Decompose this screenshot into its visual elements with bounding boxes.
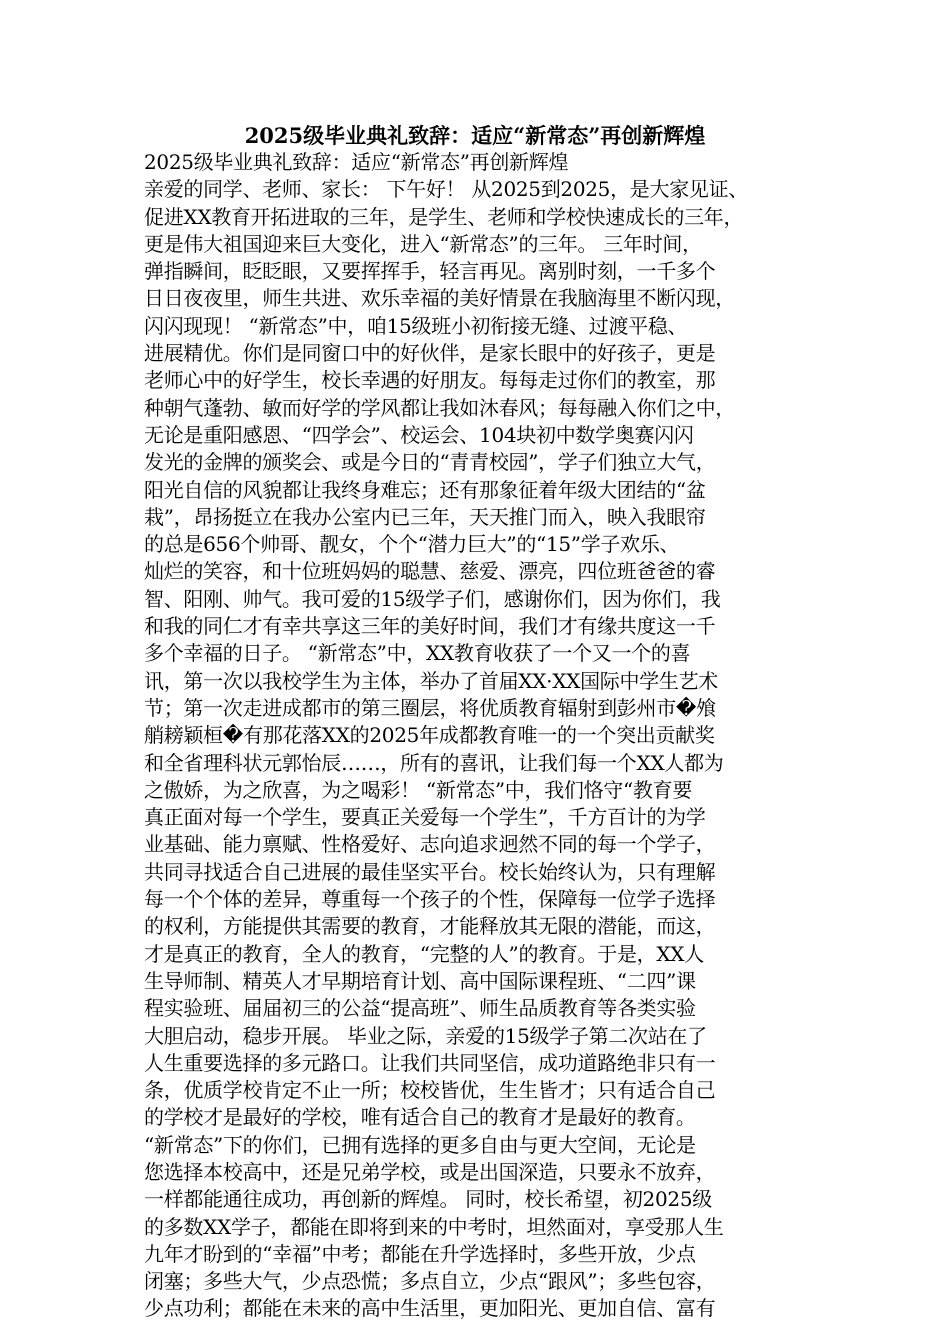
body-text-line: 智、阳刚、帅气。我可爱的15级学子们，感谢你们，因为你们，我 [144,586,721,611]
body-text-line: 的权利，方能提供其需要的教育，才能释放其无限的潜能，而这， [144,914,716,939]
body-text-line: 老师心中的好学生，校长幸遇的好朋友。每每走过你们的教室，那 [144,368,716,393]
body-text-line: 闪闪现现！ “新常态”中，咱15级班小初衔接无缝、过渡平稳、 [144,313,688,338]
body-text-line: 人生重要选择的多元路口。让我们共同坚信，成功道路绝非只有一 [144,1050,716,1075]
body-text-line: 多个幸福的日子。 “新常态”中，XX教育收获了一个又一个的喜 [144,641,691,666]
body-text-line: 阳光自信的风貌都让我终身难忘；还有那象征着年级大团结的“盆 [144,477,706,502]
body-text-line: 才是真正的教育，全人的教育，“完整的人”的教育。于是，XX人 [144,941,704,966]
body-text-line: 业基础、能力禀赋、性格爱好、志向追求迥然不同的每一个学子， [144,832,716,857]
body-text-line: 之傲娇，为之欣喜，为之喝彩！ “新常态”中，我们恪守“教育要 [144,777,693,802]
body-text-line: 九年才盼到的“幸福”中考；都能在升学选择时，多些开放，少点 [144,1241,696,1266]
body-text-line: 种朝气蓬勃、敏而好学的学风都让我如沐春风；每每融入你们之中， [144,395,735,420]
body-text-line: 弹指瞬间，眨眨眼，又要挥挥手，轻言再见。离别时刻，一千多个 [144,259,716,284]
body-text-line: 的总是656个帅哥、靓女，个个“潜力巨大”的“15”学子欢乐、 [144,532,680,557]
body-text-line: “新常态”下的你们，已拥有选择的更多自由与更大空间，无论是 [144,1132,696,1157]
body-text-line: 条，优质学校肯定不止一所；校校皆优，生生皆才；只有适合自己 [144,1078,716,1103]
body-text-line: 闭塞；多些大气，少点恐慌；多点自立，少点“跟风”；多些包容， [144,1269,716,1294]
body-text-line: 和我的同仁才有幸共享这三年的美好时间，我们才有缘共度这一千 [144,614,716,639]
body-text-line: 更是伟大祖国迎来巨大变化，进入“新常态”的三年。 三年时间， [144,231,702,256]
body-text-line: 讯，第一次以我校学生为主体，举办了首届XX·XX国际中学生艺术 [144,668,719,693]
body-text-line: 大胆启动，稳步开展。 毕业之际，亲爱的15级学子第二次站在了 [144,1023,707,1048]
body-text-line: 栽”，昂扬挺立在我办公室内已三年，天天推门而入，映入我眼帘 [144,504,706,529]
body-text-line: 日日夜夜里，师生共进、欢乐幸福的美好情景在我脑海里不断闪现， [144,286,735,311]
body-text-line: 进展精优。你们是同窗口中的好伙伴，是家长眼中的好孩子，更是 [144,341,716,366]
body-text-line: 每一个个体的差异，尊重每一个孩子的个性，保障每一位学子选择 [144,887,716,912]
body-text-line: 您选择本校高中，还是兄弟学校，或是出国深造，只要永不放弃， [144,1159,716,1184]
body-text-line: 的学校才是最好的学校，唯有适合自己的教育才是最好的教育。 [144,1105,696,1130]
body-text-line: 少点功利；都能在未来的高中生活里，更加阳光、更加自信、富有 [144,1296,716,1321]
body-text-line: 灿烂的笑容，和十位班妈妈的聪慧、慈爱、漂亮，四位班爸爸的睿 [144,559,716,584]
body-text-line: 艄耪颖桓�有那花落XX的2025年成都教育唯一的一个突出贡献奖 [144,723,715,748]
body-text-line: 的多数XX学子，都能在即将到来的中考时，坦然面对，享受那人生 [144,1214,724,1239]
body-text-line: 一样都能通往成功，再创新的辉煌。 同时，校长希望，初2025级 [144,1187,712,1212]
body-text-line: 和全省理科状元郭怡辰……，所有的喜讯，让我们每一个XX人都为 [144,750,724,775]
body-text-line: 亲爱的同学、老师、家长： 下午好！ 从2025到2025，是大家见证、 [144,177,749,202]
document-title: 2025级毕业典礼致辞：适应“新常态”再创新辉煌 [244,123,706,148]
body-text-line: 生导师制、精英人才早期培育计划、高中国际课程班、“二四”课 [144,968,696,993]
body-text-line: 共同寻找适合自己进展的最佳坚实平台。校长始终认为，只有理解 [144,859,716,884]
body-text-line: 促进XX教育开拓进取的三年，是学生、老师和学校快速成长的三年， [144,204,744,229]
body-text-line: 真正面对每一个学生，要真正关爱每一个学生”，千方百计的为学 [144,805,706,830]
body-text-line: 发光的金牌的颁奖会、或是今日的“青青校园”，学子们独立大气， [144,450,716,475]
body-text-line: 程实验班、届届初三的公益“提高班”、师生品质教育等各类实验 [144,996,696,1021]
body-text-line: 无论是重阳感恩、“四学会”、校运会、104块初中数学奥赛闪闪 [144,422,694,447]
body-text-line: 节；第一次走进成都市的第三圈层，将优质教育辐射到彭州市�飧 [144,695,716,720]
document-body [144,149,814,1323]
document-subtitle-line: 2025级毕业典礼致辞：适应“新常态”再创新辉煌 [144,150,569,174]
